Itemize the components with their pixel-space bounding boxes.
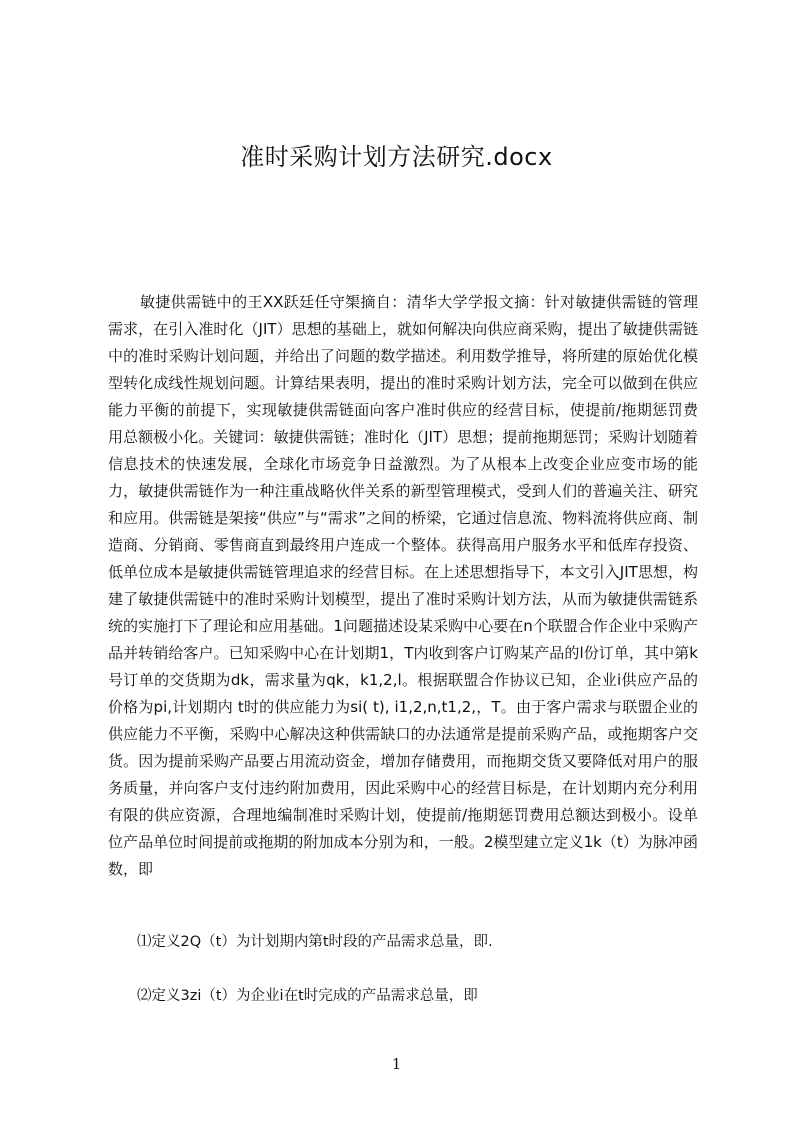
document-title: 准时采购计划方法研究.docx: [240, 143, 553, 171]
definition-2-paragraph: ⑴定义2Q（t）为计划期内第t时段的产品需求总量，即.: [137, 934, 493, 950]
body-paragraph: 敏捷供需链中的王XX跃廷任守榘摘自：清华大学学报文摘：针对敏捷供需链的管理需求，在引入准时化（JIT）思想的基础上，就如何解决向供应商采购，提出了敏捷供需链中的准时采购计划问题，并给出了问题的数学描述。利用数学推导，将所建的原始优化模型转化成线性规划问题。计算结果表明，提出的准时采购计划方法，完全可以做到在供应能力平衡的前提下，实现敏捷供需链面向客户准时供应的经营目标，使提前/拖期惩罚费用总额极小化。关键词：敏捷供需链；准时化（JIT）思想；提前拖期惩罚；采购计划随着信息技术的快速发展，全球化市场竞争日益激烈。为了从根本上改变企业应变市场的能力，敏捷供需链作为一种注重战略伙伴关系的新型管理模式，受到人们的普遍关注、研究和应用。供需链是架接“供应”与“需求”之间的桥梁，它通过信息流、物料流将供应商、制造商、分销商、零售商直到最终用户连成一个整体。获得高用户服务水平和低库存投资、低单位成本是敏捷供需链管理追求的经营目标。在上述思想指导下，本文引入JIT思想，构建了敏捷供需链中的准时采购计划模型，提出了准时采购计划方法，从而为敏捷供需链系统的实施打下了理论和应用基础。1问题描述设某采购中心要在n个联盟合作企业中采购产品并转销给客户。已知采购中心在计划期1，T内收到客户订购某产品的l份订单，其中第k号订单的交货期为dk，需求量为qk，k1,2,l。根据联盟合作协议已知，企业i供应产品的价格为pi,计划期内 t时的供应能力为si( t), i1,2,n,t1,2,，T。由于客户需求与联盟企业的供应能力不平衡，采购中心解决这种供需缺口的办法通常是提前采购产品，或拖期客户交货。因为提前采购产品要占用流动资金，增加存储费用，而拖期交货又要降低对用户的服务质量，并向客户支付违约附加费用，因此采购中心的经营目标是，在计划期内充分利用有限的供应资源，合理地编制准时采购计划，使提前/拖期惩罚费用总额达到极小。设单位产品单位时间提前或拖期的附加成本分别为和，一般。2模型建立定义1k（t）为脉冲函数，即: [108, 293, 698, 878]
page-number: 1: [391, 1055, 402, 1073]
definition-3-paragraph: ⑵定义3zi（t）为企业i在t时完成的产品需求总量，即: [137, 988, 478, 1004]
